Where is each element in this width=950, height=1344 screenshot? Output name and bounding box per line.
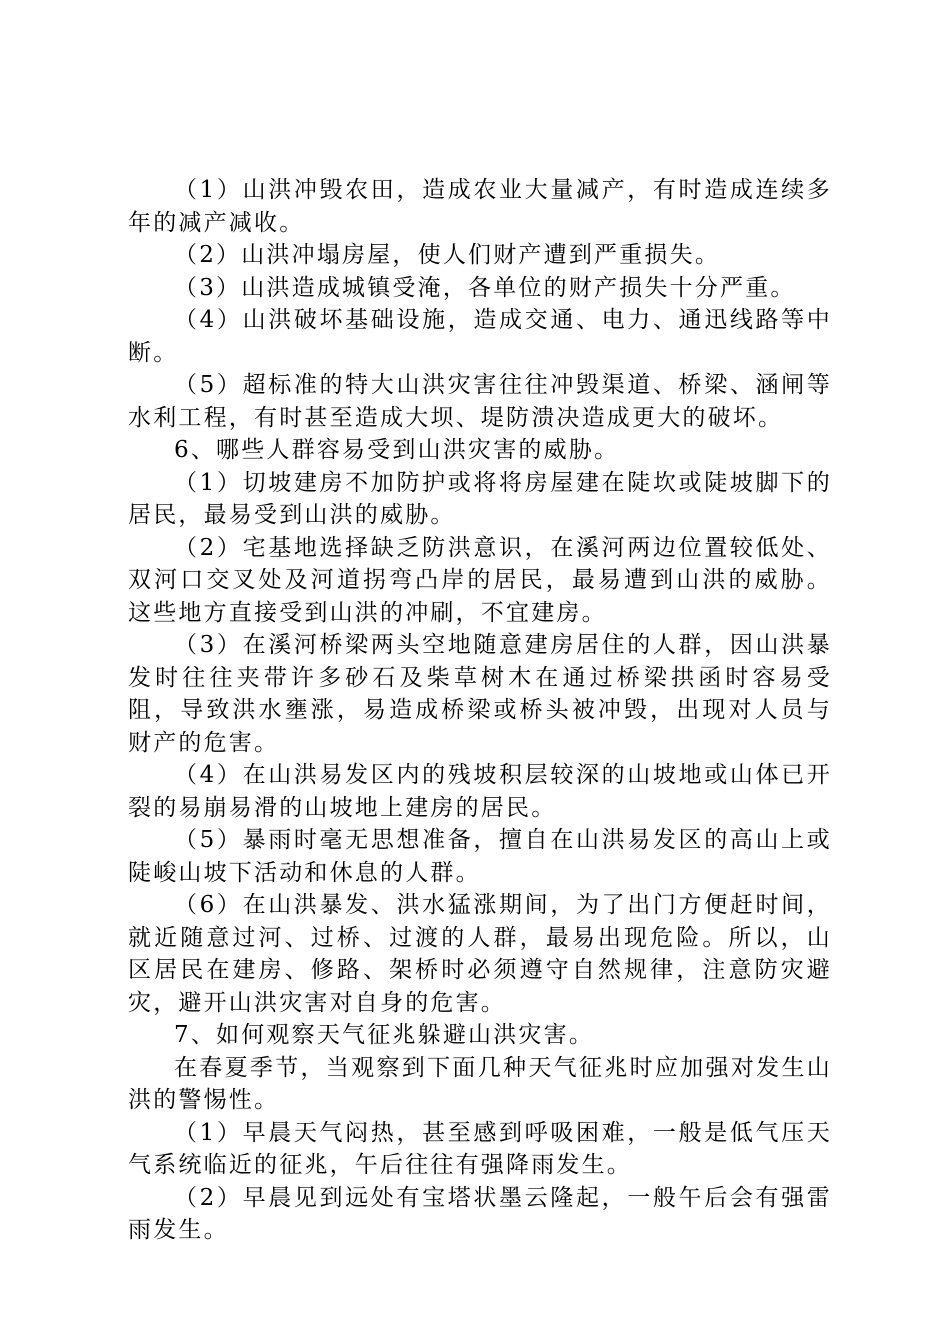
paragraph-item-6-6: （6）在山洪暴发、洪水猛涨期间，为了出门方便赶时间，就近随意过河、过桥、过渡的人群，最易出现危险。所以，山区居民在建房、修路、架桥时必须遵守自然规律，注意防灾避灾，避开山洪灾害对自身的危害。 <box>128 892 832 1016</box>
section-heading-6: 6、哪些人群容易受到山洪灾害的威胁。 <box>174 437 620 463</box>
paragraph-item-3: （3）山洪造成城镇受淹，各单位的财产损失十分严重。 <box>174 274 796 301</box>
paragraph-item-6-5: （5）暴雨时毫无思想准备，擅自在山洪易发区的高山上或陡峻山坡下活动和休息的人群。 <box>128 827 832 886</box>
document-body <box>128 174 832 1247</box>
paragraph-intro-7: 在春夏季节，当观察到下面几种天气征兆时应加强对发生山洪的警惕性。 <box>128 1054 832 1113</box>
paragraph-item-6-3: （3）在溪河桥梁两头空地随意建房居住的人群，因山洪暴发时往往夹带许多砂石及柴草树木在通过桥梁拱函时容易受阻，导致洪水壅涨，易造成桥梁或桥头被冲毁，出现对人员与财产的危害。 <box>128 632 832 756</box>
section-heading-7: 7、如何观察天气征兆躲避山洪灾害。 <box>174 1022 595 1048</box>
paragraph-item-2: （2）山洪冲塌房屋，使人们财产遭到严重损失。 <box>174 242 721 268</box>
paragraph-item-4: （4）山洪破坏基础设施，造成交通、电力、通迅线路等中断。 <box>128 307 832 366</box>
paragraph-item-7-1: （1）早晨天气闷热，甚至感到呼吸困难，一般是低气压天气系统临近的征兆，午后往往有强降雨发生。 <box>128 1119 832 1178</box>
paragraph-item-6-1: （1）切坡建房不加防护或将将房屋建在陡坎或陡坡脚下的居民，最易受到山洪的威胁。 <box>128 469 832 528</box>
paragraph-item-6-2: （2）宅基地选择缺乏防洪意识，在溪河两边位置较低处、双河口交叉处及河道拐弯凸岸的居民，最易遭到山洪的威胁。这些地方直接受到山洪的冲刷，不宜建房。 <box>128 534 832 626</box>
paragraph-item-6-4: （4）在山洪易发区内的残坡积层较深的山坡地或山体已开裂的易崩易滑的山坡地上建房的居民。 <box>128 762 832 821</box>
paragraph-item-5: （5）超标准的特大山洪灾害往往冲毁渠道、桥梁、涵闸等水利工程，有时甚至造成大坝、堤防溃决造成更大的破坏。 <box>128 372 832 431</box>
paragraph-item-1: （1）山洪冲毁农田，造成农业大量减产，有时造成连续多年的减产减收。 <box>128 177 832 236</box>
paragraph-item-7-2: （2）早晨见到远处有宝塔状墨云隆起，一般午后会有强雷雨发生。 <box>128 1184 832 1243</box>
